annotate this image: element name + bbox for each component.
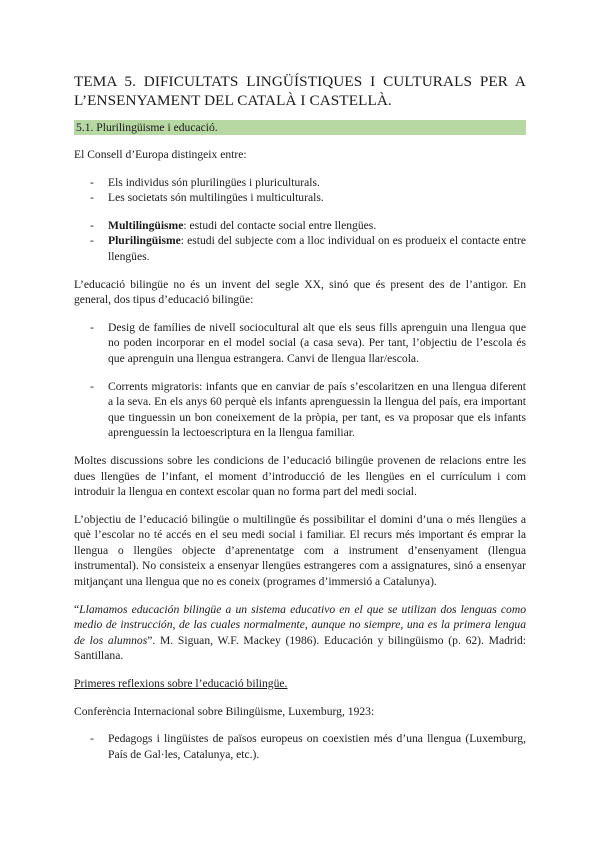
conference-paragraph: Conferència Internacional sobre Bilingüisme, Luxemburg, 1923: — [74, 704, 375, 718]
bilingual-education-paragraph: L’educació bilingüe no és un invent del segle XX, sinó que és present des de l’antigor. En general, dos tipus d’educació bilingüe: — [74, 277, 526, 307]
term-plurilingualism: Plurilingüisme — [108, 234, 181, 248]
quote-paragraph — [74, 602, 526, 664]
dash-bullet: - — [90, 234, 94, 248]
discussions-paragraph: Moltes discussions sobre les condicions de l’educació bilingüe provenen de relacions entre les dues llengües de l’infant, el moment d’introducció de les llengües en el currículum i com introduir la llengua en context escolar quan no forma part del medi social. — [74, 453, 526, 499]
subheading-text: Primeres reflexions sobre l’educació bilingüe. — [74, 677, 288, 691]
document-page — [74, 72, 526, 774]
objective-paragraph: L’objectiu de l’educació bilingüe o multilingüe és possibilitar el domini d’una o més llengües a què l’escolar no té accés en el seu medi social i familiar. El recurs més important és emprar la llengua o llengües objecte d’aprenentatge com a instrument d’ensenyament (llengua instrumental). No consisteix a ensenyar llengües estrangeres com a assignatures, sinó a ensenyar mitjançant una llengua que no es coneix (programes d’immersió a Catalunya). — [74, 512, 526, 589]
list-item — [74, 379, 526, 441]
list-individuals-societies — [74, 175, 526, 206]
dash-bullet: - — [90, 732, 94, 746]
list-item — [74, 190, 526, 206]
dash-bullet: - — [90, 320, 94, 334]
dash-bullet: - — [90, 379, 94, 393]
dash-bullet: - — [90, 218, 94, 232]
definition-text: : estudi del subjecte com a lloc individual on es produeix el contacte entre llengües. — [108, 234, 526, 263]
list-item — [74, 320, 526, 367]
definition-text: : estudi del contacte social entre llengües. — [183, 218, 377, 232]
intro-paragraph: El Consell d’Europa distingeix entre: — [74, 148, 247, 161]
term-multilingualism: Multilingüisme — [108, 218, 184, 232]
section-heading: 5.1. Plurilingüisme i educació. — [74, 120, 526, 135]
document-title: TEMA 5. DIFICULTATS LINGÜÍSTIQUES I CULTURALS PER A L’ENSENYAMENT DEL CATALÀ I CASTELLÀ. — [74, 73, 526, 109]
dash-bullet: - — [90, 191, 94, 205]
list-item-text: Corrents migratoris: infants que en canviar de país s’escolaritzen en una llengua diferent a la seva. En els anys 60 perquè els infants aprenguessin la llengua del país, era important que tinguessin un bon coneixement de la pròpia, per tant, es va proposar que els infants aprenguessin la lectoescriptura en la llengua familiar. — [108, 379, 526, 440]
list-item — [74, 218, 526, 234]
list-item — [74, 233, 526, 264]
subheading — [74, 676, 526, 692]
list-definitions — [74, 218, 526, 265]
list-item — [74, 731, 526, 762]
quote-citation: ”. M. Siguan, W.F. Mackey (1986). Educación y bilingüismo (p. 62). Madrid: Santillana. — [74, 633, 527, 663]
dash-bullet: - — [90, 175, 94, 189]
list-education-types — [74, 320, 526, 441]
quote-open: “ — [74, 602, 80, 616]
list-conference — [74, 731, 526, 762]
list-item-text: Les societats són multilingües i multiculturals. — [108, 191, 324, 205]
list-item-text: Pedagogs i lingüistes de països europeus on coexistien més d’una llengua (Luxemburg, País de Gal·les, Catalunya, etc.). — [108, 732, 526, 761]
list-item-text: Desig de famílies de nivell sociocultural alt que els seus fills aprenguin una llengua que no poden incorporar en el model social (a casa seva). Per tant, l’objectiu de l’escola és que aprenguin una llengua estrangera. Canvi de llengua llar/escola. — [108, 320, 526, 365]
list-item-text: Els individus són plurilingües i pluriculturals. — [108, 175, 320, 189]
quote-text: Llamamos educación bilingüe a un sistema educativo en el que se utilizan dos lenguas como medio de instrucción, de las cuales normalmente, aunque no siempre, una es la primera lengua de los alumnos — [74, 602, 526, 647]
list-item — [74, 175, 526, 191]
